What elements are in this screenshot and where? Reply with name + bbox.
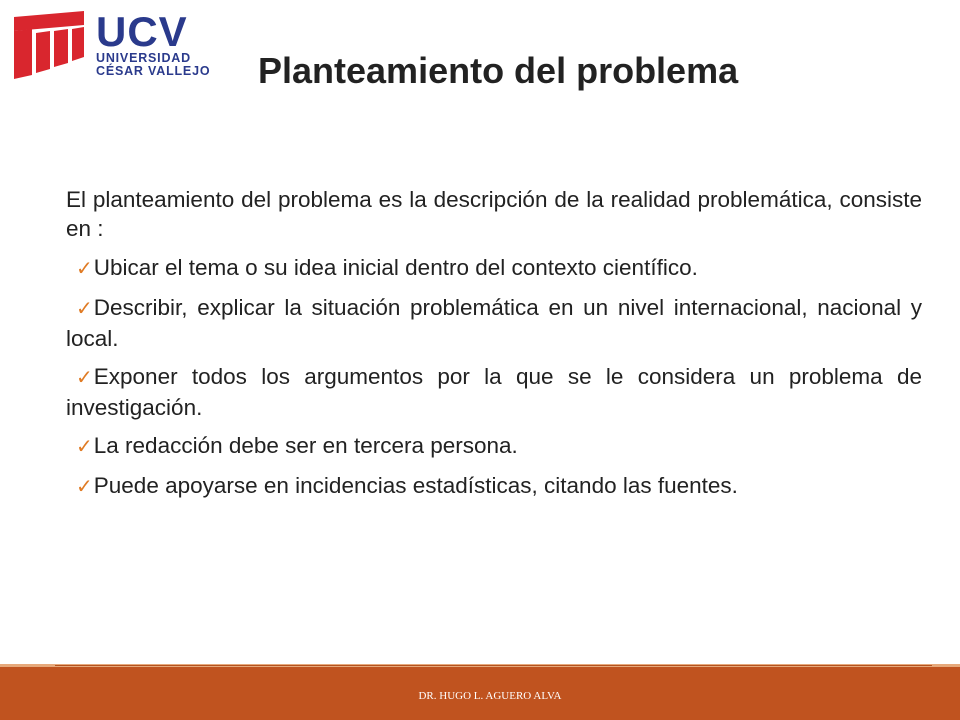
logo-line-2: CÉSAR VALLEJO xyxy=(96,64,211,78)
list-item xyxy=(66,431,922,462)
list-item xyxy=(66,362,922,422)
check-icon: ✓ xyxy=(76,367,93,389)
footer-divider xyxy=(55,665,932,666)
list-item xyxy=(66,253,922,284)
logo-wordmark xyxy=(96,8,211,78)
list-item xyxy=(66,471,922,502)
slide-body xyxy=(66,185,922,511)
check-icon: ✓ xyxy=(76,258,93,280)
logo-line-1: UNIVERSIDAD xyxy=(96,51,191,65)
check-icon: ✓ xyxy=(76,476,93,498)
list-item-text: La redacción debe ser en tercera persona. xyxy=(93,433,518,458)
list-item-text: Describir, explicar la situación problemática en un nivel internacional, nacional y local. xyxy=(66,295,922,351)
logo-name: UCV xyxy=(96,8,188,55)
intro-paragraph: El planteamiento del problema es la descripción de la realidad problemática, consiste en : xyxy=(66,187,922,241)
list-item xyxy=(66,293,922,353)
university-logo xyxy=(10,4,215,86)
ucv-logo-icon xyxy=(10,9,88,81)
bullet-list xyxy=(66,253,922,502)
footer-author: DR. HUGO L. AGUERO ALVA xyxy=(418,690,562,702)
list-item-text: Exponer todos los argumentos por la que se le considera un problema de investigación. xyxy=(66,364,922,420)
list-item-text: Puede apoyarse en incidencias estadísticas, citando las fuentes. xyxy=(93,473,738,498)
check-icon: ✓ xyxy=(76,436,93,458)
list-item-text: Ubicar el tema o su idea inicial dentro del contexto científico. xyxy=(93,255,698,280)
slide-title: Planteamiento del problema xyxy=(258,50,739,91)
check-icon: ✓ xyxy=(76,298,93,320)
